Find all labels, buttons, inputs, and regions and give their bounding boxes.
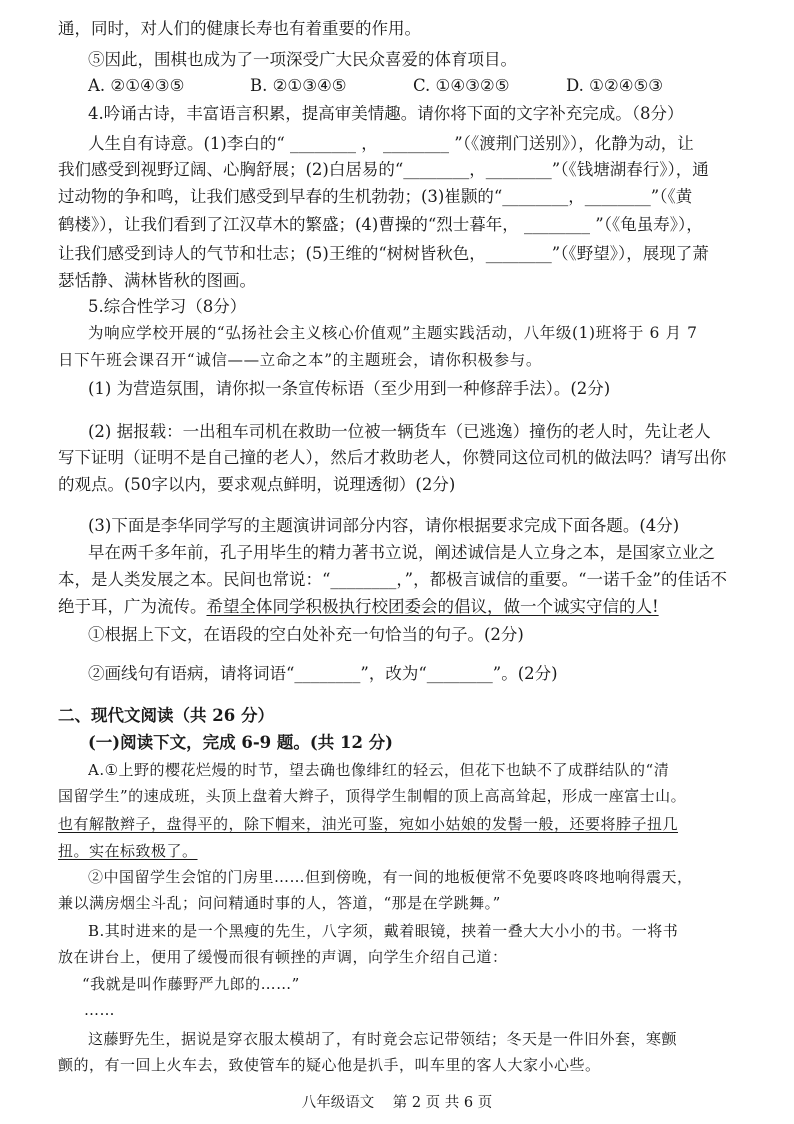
question-4-text: 让我们感受到诗人的气节和壮志；(5)王维的“树树皆秋色，________”（《野望》），展现了萧 xyxy=(58,244,709,263)
question-5-sub-2: 的观点。(50字以内，要求观点鲜明，说理透彻）(2分) xyxy=(58,475,456,494)
question-5-sub-2: (2) 据报载：一出租车司机在救助一位被一辆货车（已逃逸）撞伤的老人时，先让老人 xyxy=(88,422,711,441)
speech-text: 本，是人类发展之本。民间也常说：“________，”，都极言诚信的重要。“一诺千金”的佳话不 xyxy=(58,570,727,589)
section-2-title: 二、现代文阅读（共 26 分） xyxy=(58,706,274,725)
question-5-sub-1: (1) 为营造氛围，请你拟一条宣传标语（至少用到一种修辞手法）。(2分) xyxy=(88,379,611,398)
speech-text xyxy=(58,597,748,617)
reading-passage-a-underlined xyxy=(58,841,748,861)
reading-passage-b: …… xyxy=(84,1001,115,1019)
option-b: B. ②①③④⑤ xyxy=(250,76,347,95)
option-d: D. ①②④⑤③ xyxy=(566,76,664,95)
reading-passage-b: 放在讲台上，便用了缓慢而很有顿挫的声调，向学生介绍自己道： xyxy=(58,948,508,966)
option-c: C. ①④③②⑤ xyxy=(413,76,510,95)
reading-passage-a: 国留学生”的速成班，头顶上盘着大辫子，顶得学生制帽的顶上高高耸起，形成一座富士山。 xyxy=(58,787,687,805)
reading-passage-a-underlined: 也有解散辫子，盘得平的，除下帽来，油光可鉴，宛如小姑娘的发髻一般，还要将脖子扭几 xyxy=(58,815,679,833)
reading-passage-a: 兼以满房烟尘斗乱；问问精通时事的人，答道，“那是在学跳舞。” xyxy=(58,894,501,912)
question-4-text: 鹤楼》），让我们看到了江汉草木的繁盛；(4)曹操的“烈士暮年， ________ ”（《龟虽寿》）， xyxy=(58,215,703,234)
question-5-title: 5.综合性学习（8分） xyxy=(88,297,247,316)
reading-passage-a: ②中国留学生会馆的门房里……但到傍晚，有一间的地板便常不免要咚咚咚地响得震天， xyxy=(88,868,693,886)
section-2-subtitle: (一)阅读下文，完成 6-9 题。(共 12 分) xyxy=(88,733,393,752)
page-footer: 八年级语文 第 2 页 共 6 页 xyxy=(301,1095,493,1111)
question-5-intro: 日下午班会课召开“诚信——立命之本”的主题班会，请你积极参与。 xyxy=(58,351,542,369)
reading-passage-b: “我就是叫作藤野严九郎的……” xyxy=(82,975,300,993)
option-a: A. ②①④③⑤ xyxy=(88,76,185,95)
reading-passage-b: B.其时进来的是一个黑瘦的先生，八字须，戴着眼镜，挟着一叠大大小小的书。一将书 xyxy=(88,922,679,940)
reading-passage-b: 这藤野先生，据说是穿衣服太模胡了，有时竟会忘记带领结；冬天是一件旧外套，寒颤 xyxy=(88,1030,678,1048)
speech-text: 早在两千多年前，孔子用毕生的精力著书立说，阐述诚信是人立身之本，是国家立业之 xyxy=(88,543,715,562)
question-4-text: 人生自有诗意。(1)李白的“ ________ ， ________ ”（《渡荆门送别》），化静为动，让 xyxy=(88,134,694,153)
text-line: ⑤因此，围棋也成为了一项深受广大民众喜爱的体育项目。 xyxy=(88,50,517,69)
question-4-text: 瑟恬静、满林皆秋的图画。 xyxy=(58,271,256,290)
question-4-title: 4.吟诵古诗，丰富语言积累，提高审美情趣。请你将下面的文字补充完成。（8分） xyxy=(88,104,684,123)
underlined-sentence: 希望全体同学积极执行校团委会的倡议，做一个诚实守信的人! xyxy=(206,597,659,616)
speech-text-plain: 绝于耳，广为流传。 xyxy=(58,597,207,616)
reading-passage-b: 颤的，有一回上火车去，致使管车的疑心他是扒手，叫车里的客人大家小心些。 xyxy=(58,1056,601,1074)
question-5-intro: 为响应学校开展的“弘扬社会主义核心价值观”主题实践活动，八年级(1)班将于 6 月 7 xyxy=(88,324,698,342)
text-line: 通，同时，对人们的健康长寿也有着重要的作用。 xyxy=(58,19,421,38)
question-5-sub-3: (3)下面是李华同学写的主题演讲词部分内容，请你根据要求完成下面各题。(4分) xyxy=(88,516,680,535)
question-5-sub-2: 写下证明（证明不是自己撞的老人），然后才救助老人，你赞同这位司机的做法吗？请写出你 xyxy=(58,448,727,467)
question-4-text: 我们感受到视野辽阔、心胸舒展；(2)白居易的“________，________”（《钱塘湖春行》），通 xyxy=(58,160,709,179)
question-4-text: 过动物的争和鸣，让我们感受到早春的生机勃勃；(3)崔颢的“________，________”（《黄 xyxy=(58,187,693,206)
sub-question-1: ①根据上下文，在语段的空白处补充一句恰当的句子。(2分) xyxy=(88,625,524,644)
underlined-text: 扭。实在标致极了。 xyxy=(58,842,198,860)
sub-question-2: ②画线句有语病，请将词语“________”，改为“________”。(2分) xyxy=(88,664,558,683)
reading-passage-a: A.①上野的樱花烂熳的时节，望去确也像绯红的轻云，但花下也缺不了成群结队的“清 xyxy=(88,761,670,779)
